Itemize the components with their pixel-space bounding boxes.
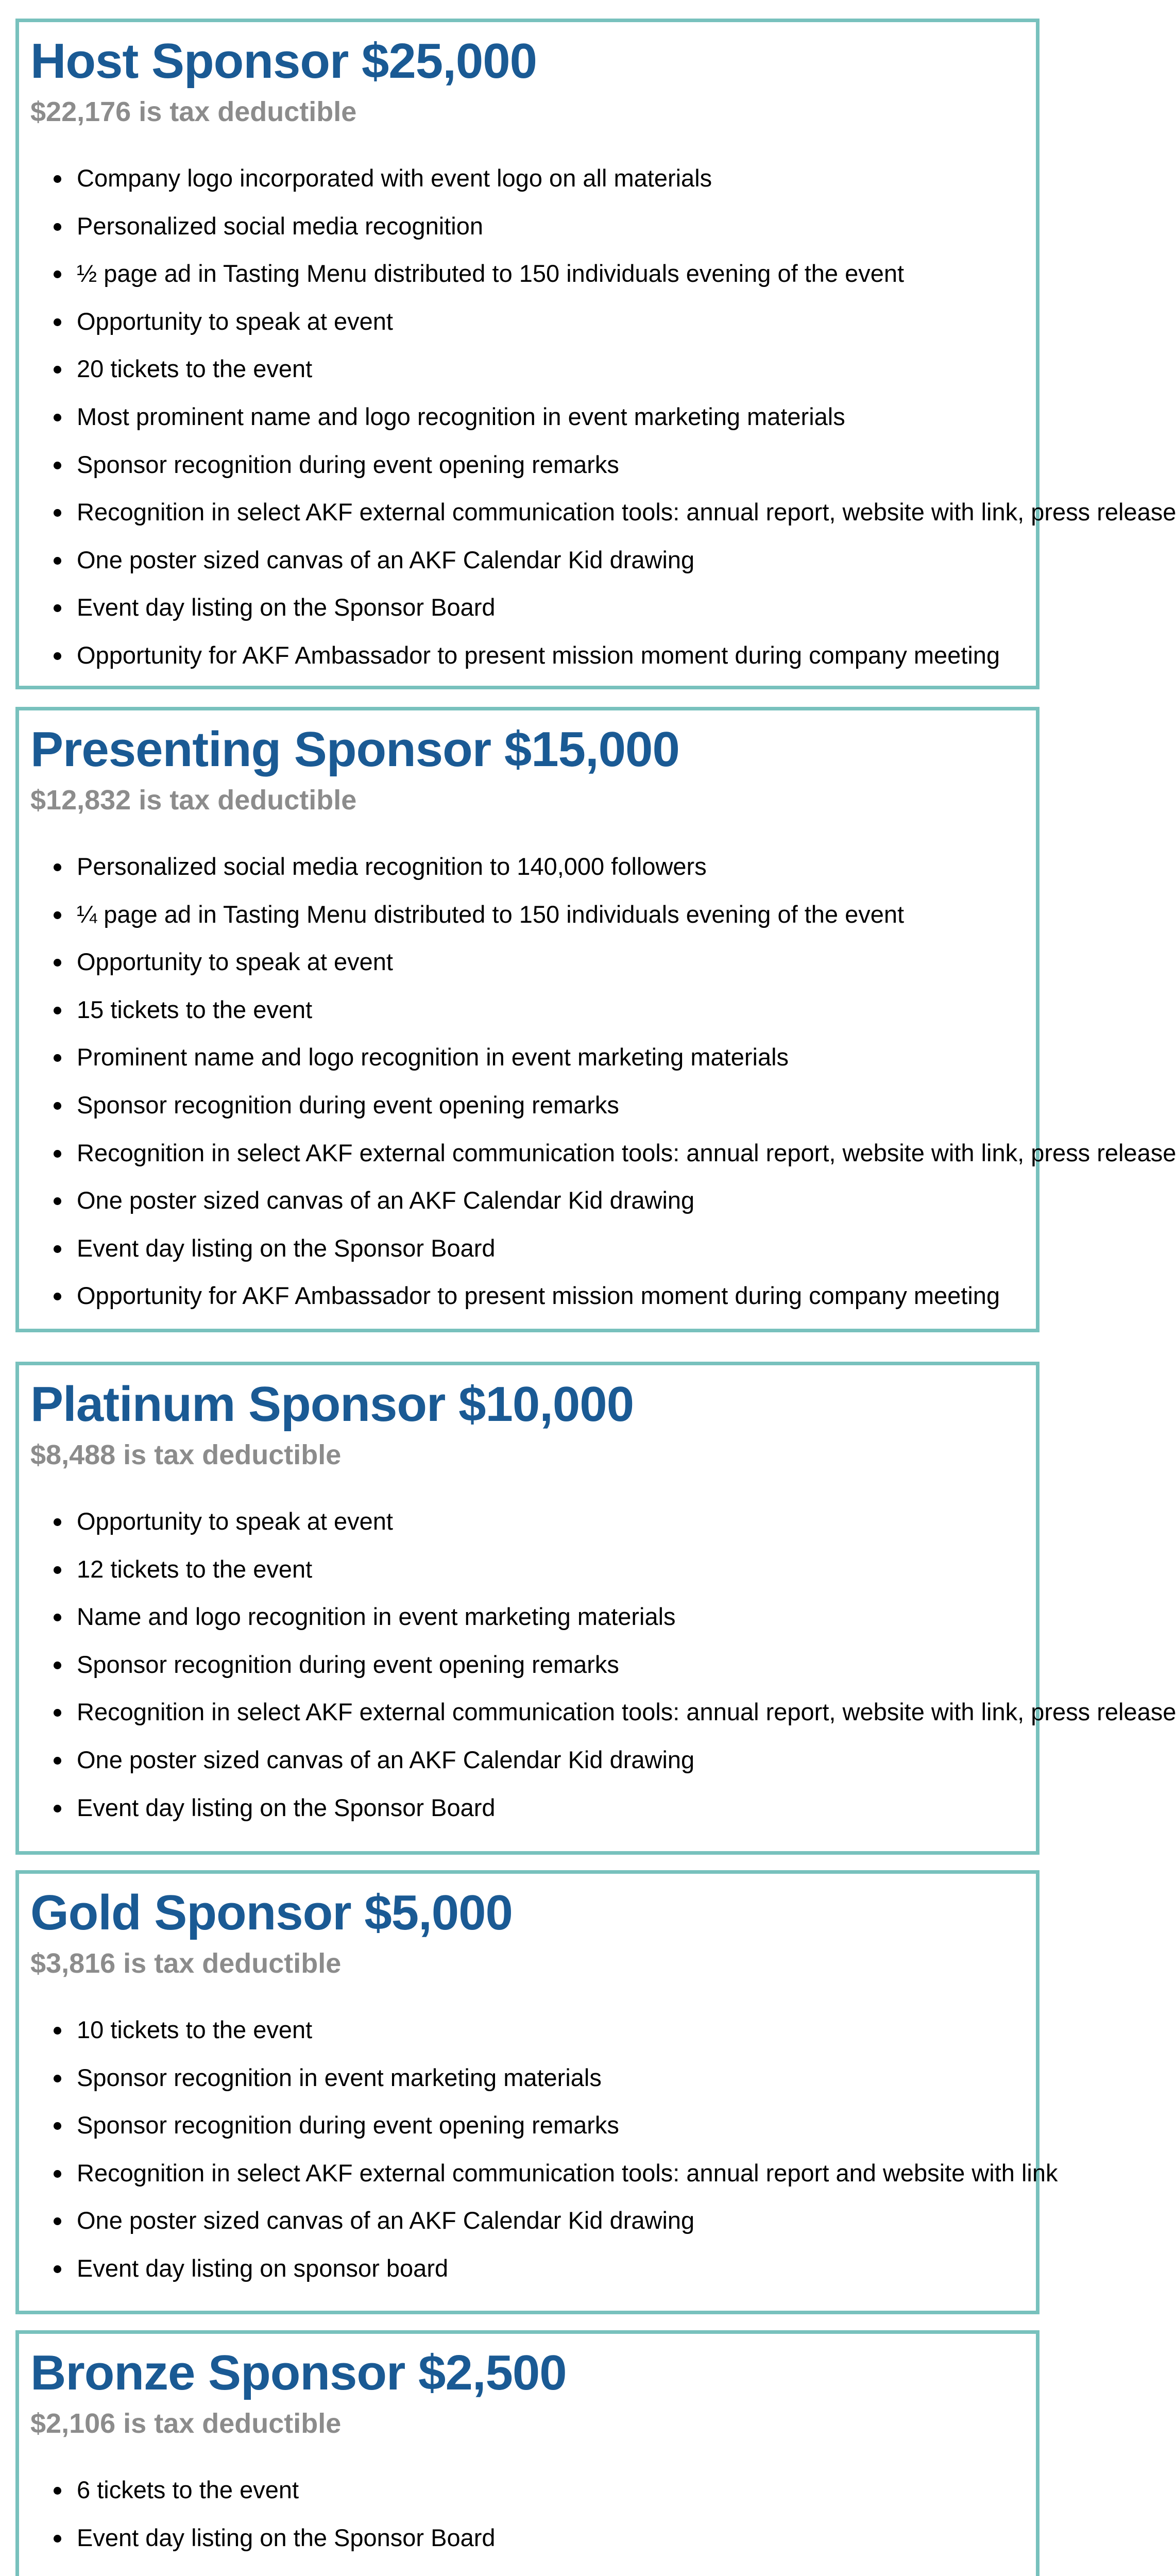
list-item: Opportunity to speak at event [19,938,1036,986]
list-item: Recognition in select AKF external communication tools: annual report, website with link, press release [19,488,1036,536]
list-item: 15 tickets to the event [19,986,1036,1034]
list-item: Event day listing on the Sponsor Board [19,1784,1036,1832]
tier-title: Bronze Sponsor $2,500 [30,2345,567,2400]
tax-deductible-note: $8,488 is tax deductible [30,1439,342,1470]
list-item: Sponsor recognition during event opening remarks [19,1081,1036,1129]
list-item: Sponsor recognition in event marketing materials [19,2054,1036,2102]
tax-deductible-note: $12,832 is tax deductible [30,785,357,816]
list-item: Most prominent name and logo recognition in event marketing materials [19,393,1036,441]
list-item: Recognition in select AKF external communication tools: annual report, website with link, press release [19,1129,1036,1177]
tier-title: Presenting Sponsor $15,000 [30,722,679,777]
list-item: Personalized social media recognition to 140,000 followers [19,843,1036,891]
list-item: Personalized social media recognition [19,202,1036,250]
list-item: Opportunity to speak at event [19,1498,1036,1546]
list-item: Recognition in select AKF external communication tools: annual report, website with link, press release [19,1688,1036,1736]
list-item: Recognition in select AKF external communication tools: annual report and website with link [19,2149,1036,2197]
tax-deductible-note: $3,816 is tax deductible [30,1948,342,1979]
list-item: 10 tickets to the event [19,2006,1036,2054]
list-item: Event day listing on the Sponsor Board [19,584,1036,632]
list-item: Sponsor recognition during event opening remarks [19,1641,1036,1689]
sponsor-tier-platinum [15,1362,1176,1855]
list-item: Event day listing on the Sponsor Board [19,2514,1036,2562]
list-item: Opportunity for AKF Ambassador to present mission moment during company meeting [19,1272,1036,1320]
sponsor-tier-gold [15,1870,1058,2314]
tier-title: Gold Sponsor $5,000 [30,1885,513,1940]
list-item: Opportunity to speak at event [19,298,1036,346]
list-item: 6 tickets to the event [19,2466,1036,2514]
list-item: Sponsor recognition during event opening remarks [19,2102,1036,2149]
benefits-list [19,843,1176,1320]
list-item: ½ page ad in Tasting Menu distributed to 150 individuals evening of the event [19,250,1036,298]
tax-deductible-note: $2,106 is tax deductible [30,2408,342,2439]
list-item: Event day listing on the Sponsor Board [19,1225,1036,1273]
list-item: 12 tickets to the event [19,1546,1036,1594]
list-item: Sponsor recognition during event opening remarks [19,441,1036,489]
tax-deductible-note: $22,176 is tax deductible [30,96,357,127]
list-item: Name and logo recognition in event marketing materials [19,1593,1036,1641]
list-item: Company logo incorporated with event logo on all materials [19,155,1036,202]
benefits-list [19,155,1176,680]
tier-title: Host Sponsor $25,000 [30,33,537,89]
tier-title: Platinum Sponsor $10,000 [30,1377,634,1432]
sponsor-tier-bronze [15,2330,1039,2576]
list-item: Prominent name and logo recognition in event marketing materials [19,1033,1036,1081]
list-item: One poster sized canvas of an AKF Calendar Kid drawing [19,1177,1036,1225]
benefits-list [19,2466,1036,2562]
list-item: Opportunity for AKF Ambassador to present mission moment during company meeting [19,632,1036,680]
sponsor-tier-presenting [15,707,1176,1332]
list-item: 20 tickets to the event [19,345,1036,393]
list-item: Event day listing on sponsor board [19,2245,1036,2293]
list-item: One poster sized canvas of an AKF Calendar Kid drawing [19,1736,1036,1784]
sponsor-tier-host [15,19,1176,689]
list-item: ¼ page ad in Tasting Menu distributed to 150 individuals evening of the event [19,891,1036,939]
list-item: One poster sized canvas of an AKF Calendar Kid drawing [19,536,1036,584]
benefits-list [19,1498,1176,1832]
list-item: One poster sized canvas of an AKF Calendar Kid drawing [19,2197,1036,2245]
benefits-list [19,2006,1058,2293]
